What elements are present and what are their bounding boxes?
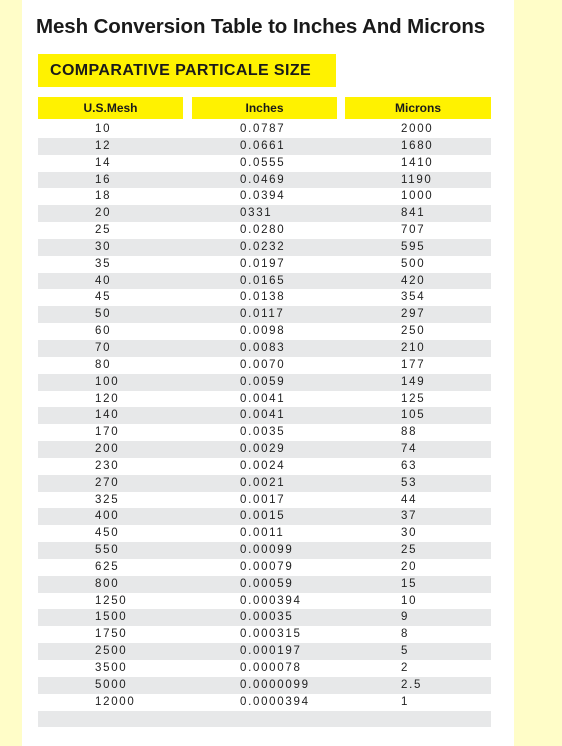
mesh-cell: 40 (95, 274, 112, 287)
mesh-cell: 170 (95, 426, 120, 439)
table-row (38, 205, 491, 222)
mesh-cell: 20 (95, 207, 112, 220)
inches-cell: 0.000197 (240, 645, 302, 658)
table-row (38, 188, 491, 205)
conversion-table (38, 121, 491, 727)
inches-cell: 0.00059 (240, 577, 294, 590)
inches-cell: 0.0024 (240, 459, 286, 472)
table-row (38, 340, 491, 357)
mesh-cell: 100 (95, 375, 120, 388)
microns-cell: 53 (401, 476, 418, 489)
microns-cell: 74 (401, 443, 418, 456)
microns-cell: 354 (401, 291, 426, 304)
table-row (38, 593, 491, 610)
table-row (38, 306, 491, 323)
table-row (38, 677, 491, 694)
mesh-cell: 230 (95, 459, 120, 472)
table-row (38, 492, 491, 509)
inches-cell: 0.0787 (240, 123, 286, 135)
microns-cell: 44 (401, 493, 418, 506)
mesh-cell: 16 (95, 173, 112, 186)
inches-cell: 0.000394 (240, 594, 302, 607)
mesh-cell: 18 (95, 190, 112, 203)
mesh-cell: 800 (95, 577, 120, 590)
inches-cell: 0.00035 (240, 611, 294, 624)
inches-cell: 0.0117 (240, 308, 285, 321)
table-row (38, 391, 491, 408)
inches-cell: 0.0017 (240, 493, 286, 506)
microns-cell: 63 (401, 459, 418, 472)
microns-cell: 177 (401, 358, 426, 371)
table-row (38, 559, 491, 576)
mesh-cell: 625 (95, 560, 120, 573)
table-row (38, 138, 491, 155)
mesh-cell: 325 (95, 493, 120, 506)
microns-cell: 1000 (401, 190, 434, 203)
microns-cell: 1680 (401, 139, 434, 152)
inches-cell: 0.0000099 (240, 678, 310, 691)
inches-cell: 0.0000394 (240, 695, 310, 708)
microns-cell: 707 (401, 224, 426, 237)
column-header-microns: Microns (345, 97, 491, 119)
inches-cell: 0.0021 (240, 476, 286, 489)
inches-cell: 0.0029 (240, 443, 286, 456)
microns-cell: 149 (401, 375, 426, 388)
table-row (38, 323, 491, 340)
document-panel (22, 0, 514, 746)
microns-cell: 8 (401, 628, 410, 641)
inches-cell: 0.00079 (240, 560, 294, 573)
inches-cell: 0.0070 (240, 358, 286, 371)
mesh-cell: 3500 (95, 662, 128, 674)
microns-cell: 2000 (401, 123, 434, 135)
column-header-inches: Inches (192, 97, 337, 119)
table-row (38, 711, 491, 728)
microns-cell: 297 (401, 308, 426, 321)
microns-cell: 250 (401, 325, 426, 338)
microns-cell: 9 (401, 611, 410, 624)
inches-cell: 0.0041 (240, 392, 286, 405)
inches-cell: 0331 (240, 207, 273, 220)
microns-cell: 30 (401, 527, 418, 540)
table-row (38, 609, 491, 626)
table-row (38, 121, 491, 138)
microns-cell: 5 (401, 645, 410, 658)
mesh-cell: 450 (95, 527, 120, 540)
mesh-cell: 35 (95, 257, 112, 270)
mesh-cell: 14 (95, 156, 112, 169)
inches-cell: 0.0197 (240, 257, 286, 270)
microns-cell: 15 (401, 577, 418, 590)
microns-cell: 595 (401, 240, 426, 253)
microns-cell: 841 (401, 207, 426, 220)
inches-cell: 0.0041 (240, 409, 286, 422)
column-header-mesh: U.S.Mesh (38, 97, 183, 119)
table-row (38, 525, 491, 542)
table-row (38, 475, 491, 492)
microns-cell: 500 (401, 257, 426, 270)
microns-cell: 10 (401, 594, 418, 607)
table-row (38, 458, 491, 475)
microns-cell: 125 (401, 392, 426, 405)
table-row (38, 256, 491, 273)
mesh-cell: 1500 (95, 611, 128, 624)
mesh-cell: 200 (95, 443, 120, 456)
inches-cell: 0.0232 (240, 240, 286, 253)
inches-cell: 0.0661 (240, 139, 286, 152)
mesh-cell: 10 (95, 123, 112, 135)
table-row (38, 542, 491, 559)
mesh-cell: 1250 (95, 594, 128, 607)
inches-cell: 0.0035 (240, 426, 286, 439)
inches-cell: 0.0083 (240, 341, 286, 354)
banner-label: COMPARATIVE PARTICALE SIZE (50, 62, 312, 79)
mesh-cell: 270 (95, 476, 120, 489)
table-row (38, 273, 491, 290)
inches-cell: 0.000078 (240, 662, 302, 674)
mesh-cell: 70 (95, 341, 112, 354)
table-row (38, 508, 491, 525)
mesh-cell: 12 (95, 139, 112, 152)
mesh-cell: 50 (95, 308, 112, 321)
inches-cell: 0.0015 (240, 510, 286, 523)
mesh-cell: 60 (95, 325, 112, 338)
section-banner (38, 54, 336, 87)
inches-cell: 0.0059 (240, 375, 286, 388)
microns-cell: 210 (401, 341, 426, 354)
inches-cell: 0.0469 (240, 173, 286, 186)
mesh-cell: 140 (95, 409, 120, 422)
table-row (38, 172, 491, 189)
inches-cell: 0.000315 (240, 628, 302, 641)
table-row (38, 222, 491, 239)
microns-cell: 37 (401, 510, 418, 523)
inches-cell: 0.0011 (240, 527, 285, 540)
microns-cell: 25 (401, 544, 418, 557)
inches-cell: 0.0138 (240, 291, 286, 304)
inches-cell: 0.0098 (240, 325, 286, 338)
mesh-cell: 45 (95, 291, 112, 304)
microns-cell: 1 (401, 695, 410, 708)
table-row (38, 626, 491, 643)
mesh-cell: 120 (95, 392, 120, 405)
mesh-cell: 25 (95, 224, 112, 237)
table-row (38, 576, 491, 593)
mesh-cell: 1750 (95, 628, 128, 641)
microns-cell: 88 (401, 426, 418, 439)
table-row (38, 660, 491, 677)
mesh-cell: 550 (95, 544, 120, 557)
inches-cell: 0.0280 (240, 224, 286, 237)
page-title: Mesh Conversion Table to Inches And Microns (36, 15, 486, 38)
table-row (38, 694, 491, 711)
inches-cell: 0.0394 (240, 190, 286, 203)
microns-cell: 20 (401, 560, 418, 573)
table-row (38, 374, 491, 391)
mesh-cell: 5000 (95, 678, 128, 691)
mesh-cell: 2500 (95, 645, 128, 658)
mesh-cell: 12000 (95, 695, 136, 708)
microns-cell: 2.5 (401, 678, 423, 691)
table-row (38, 357, 491, 374)
mesh-cell: 30 (95, 240, 112, 253)
microns-cell: 420 (401, 274, 426, 287)
mesh-cell: 80 (95, 358, 112, 371)
microns-cell: 1410 (401, 156, 434, 169)
inches-cell: 0.00099 (240, 544, 294, 557)
table-row (38, 289, 491, 306)
table-row (38, 239, 491, 256)
microns-cell: 105 (401, 409, 426, 422)
microns-cell: 2 (401, 662, 410, 674)
mesh-cell: 400 (95, 510, 120, 523)
table-row (38, 407, 491, 424)
table-row (38, 155, 491, 172)
table-row (38, 643, 491, 660)
table-row (38, 441, 491, 458)
inches-cell: 0.0165 (240, 274, 286, 287)
microns-cell: 1190 (401, 173, 433, 186)
inches-cell: 0.0555 (240, 156, 286, 169)
table-row (38, 424, 491, 441)
